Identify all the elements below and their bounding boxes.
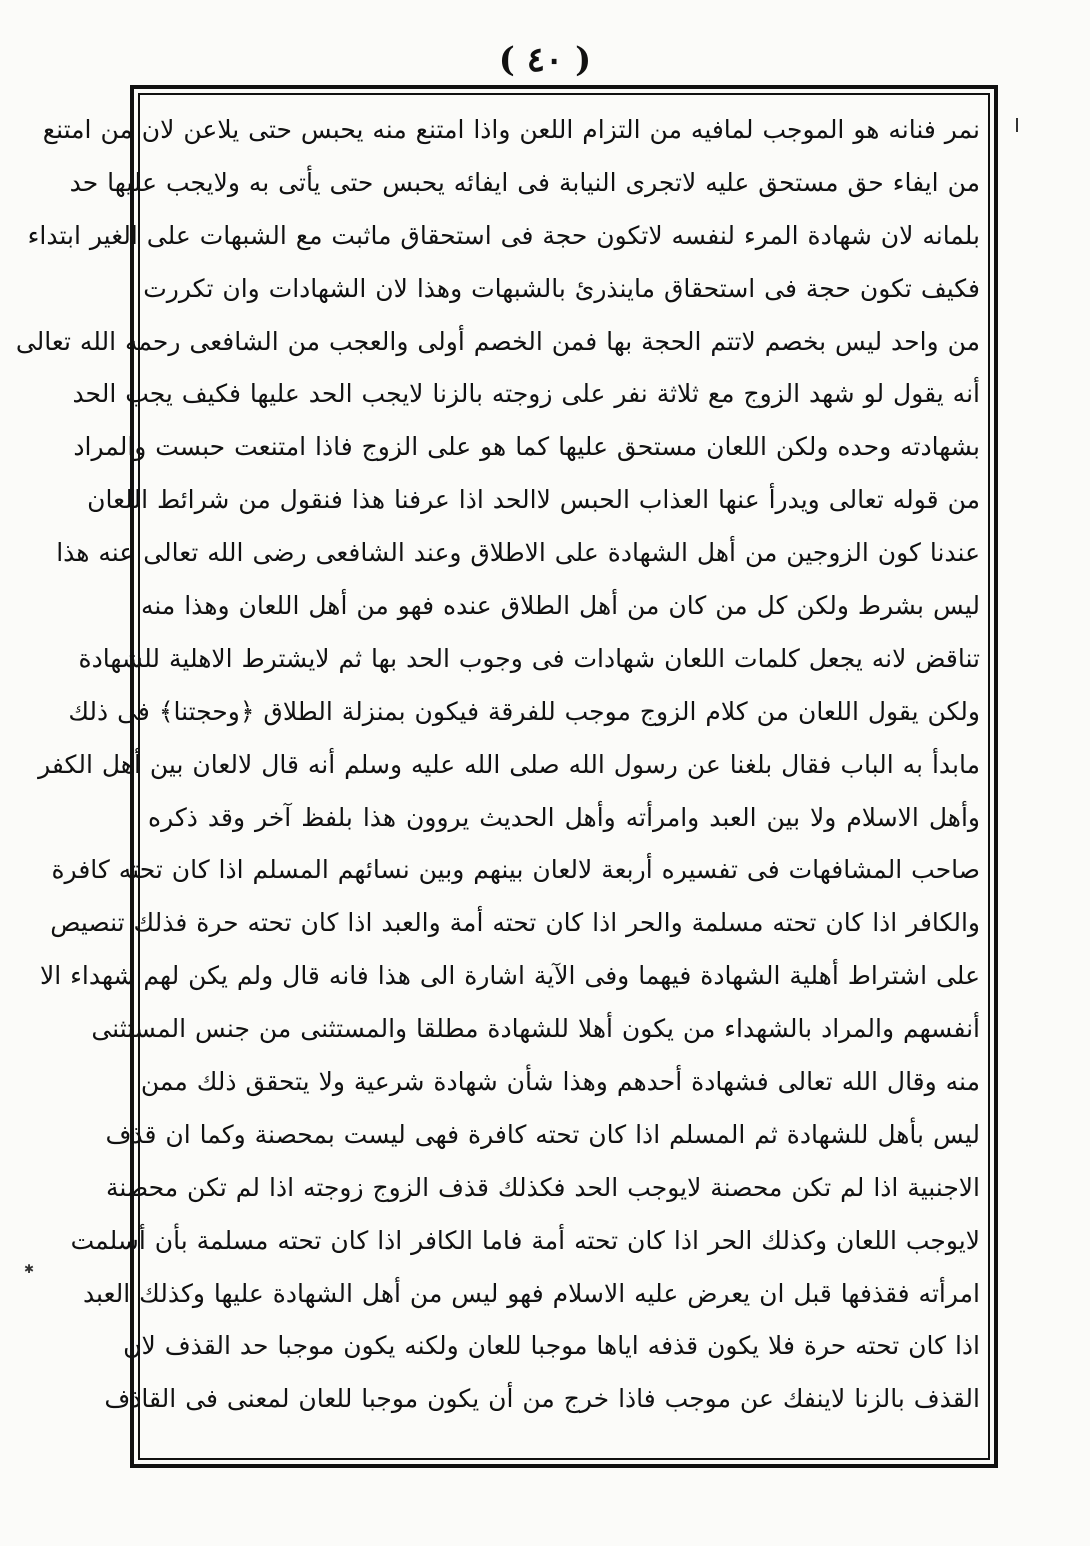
margin-star-mark: ✱ bbox=[24, 1262, 35, 1276]
text-line: مابدأ به الباب فقال بلغنا عن رسول الله صلى الله عليه وسلم أنه قال لالعان بين أهل الكفر bbox=[38, 749, 980, 779]
text-line: صاحب المشافهات فى تفسيره أربعة لالعان بينهم وبين نسائهم المسلم اذا كان تحته كافرة bbox=[51, 855, 980, 885]
text-line: أنه يقول لو شهد الزوج مع ثلاثة نفر على زوجته بالزنا لايجب الحد عليها فكيف يجب الحد bbox=[72, 379, 980, 409]
text-line: وأهل الاسلام ولا بين العبد وامرأته وأهل الحديث يروون هذا بلفظ آخر وقد ذكره bbox=[148, 802, 980, 832]
text-line: عندنا كون الزوجين من أهل الشهادة على الاطلاق وعند الشافعى رضى الله تعالى عنه هذا bbox=[56, 538, 980, 568]
text-line: والكافر اذا كان تحته مسلمة والحر اذا كان تحته أمة والعبد اذا كان تحته حرة فذلك تنصيص bbox=[50, 908, 980, 938]
text-line: من ايفاء حق مستحق عليه لاتجرى النيابة فى ايفائه يحبس حتى يأتى به ولايجب عليها حد bbox=[69, 167, 980, 197]
text-line: بشهادته وحده ولكن اللعان مستحق عليها كما هو على الزوج فاذا امتنعت حبست والمراد bbox=[73, 432, 980, 462]
text-line: فكيف تكون حجة فى استحقاق ماينذرئ بالشبهات وهذا لان الشهادات وان تكررت bbox=[143, 273, 980, 303]
text-line: أنفسهم والمراد بالشهداء من يكون أهلا للشهادة مطلقا والمستثنى من جنس المستثنى bbox=[91, 1014, 980, 1044]
text-line: من واحد ليس بخصم لاتتم الحجة بها فمن الخصم أولى والعجب من الشافعى رحمه الله تعالى bbox=[15, 326, 980, 356]
text-line: على اشتراط أهلية الشهادة فيهما وفى الآية اشارة الى هذا فانه قال ولم يكن لهم شهداء الا bbox=[40, 961, 980, 991]
margin-mark bbox=[1016, 118, 1018, 132]
text-line: تناقض لانه يجعل كلمات اللعان شهادات فى وجوب الحد بها ثم لايشترط الاهلية للشهادة bbox=[78, 643, 980, 673]
text-line: لايوجب اللعان وكذلك الحر اذا كان تحته أمة فاما الكافر اذا كان تحته مسلمة بأن أسلمت bbox=[70, 1225, 980, 1255]
text-line: من قوله تعالى ويدرأ عنها العذاب الحبس لاالحد اذا عرفنا هذا فنقول من شرائط اللعان bbox=[87, 485, 980, 515]
text-line: اذا كان تحته حرة فلا يكون قذفه اياها موجبا للعان ولكنه يكون موجبا حد القذف لان bbox=[123, 1331, 980, 1361]
text-line: نمر فنانه هو الموجب لمافيه من التزام اللعن واذا امتنع منه يحبس حتى يلاعن لان من امتنع bbox=[42, 115, 980, 144]
text-line: القذف بالزنا لاينفك عن موجب فاذا خرج من أن يكون موجبا للعان لمعنى فى القاذف bbox=[104, 1384, 980, 1414]
text-line: ولكن يقول اللعان من كلام الزوج موجب للفرقة فيكون بمنزلة الطلاق ﴿وحجتنا﴾ فى ذلك bbox=[68, 696, 980, 726]
text-line: ليس بأهل للشهادة ثم المسلم اذا كان تحته كافرة فهى ليست بمحصنة وكما ان قذف bbox=[105, 1119, 980, 1149]
text-line: امرأته فقذفها قبل ان يعرض عليه الاسلام فهو ليس من أهل الشهادة عليها وكذلك العبد bbox=[82, 1278, 980, 1308]
text-line: بلمانه لان شهادة المرء لنفسه لاتكون حجة فى استحقاق ماثبت مع الشبهات على الغير ابتداء bbox=[27, 220, 980, 250]
body-text bbox=[15, 104, 980, 1448]
text-line: منه وقال الله تعالى فشهادة أحدهم وهذا شأن شهادة شرعية ولا يتحقق ذلك ممن bbox=[140, 1067, 980, 1097]
text-line: الاجنبية اذا لم تكن محصنة لايوجب الحد فكذلك قذف الزوج زوجته اذا لم تكن محصنة bbox=[105, 1172, 980, 1202]
text-line: ليس بشرط ولكن كل من كان من أهل الطلاق عنده فهو من أهل اللعان وهذا منه bbox=[140, 591, 980, 621]
page-number: ( ٤٠ ) bbox=[498, 40, 592, 80]
